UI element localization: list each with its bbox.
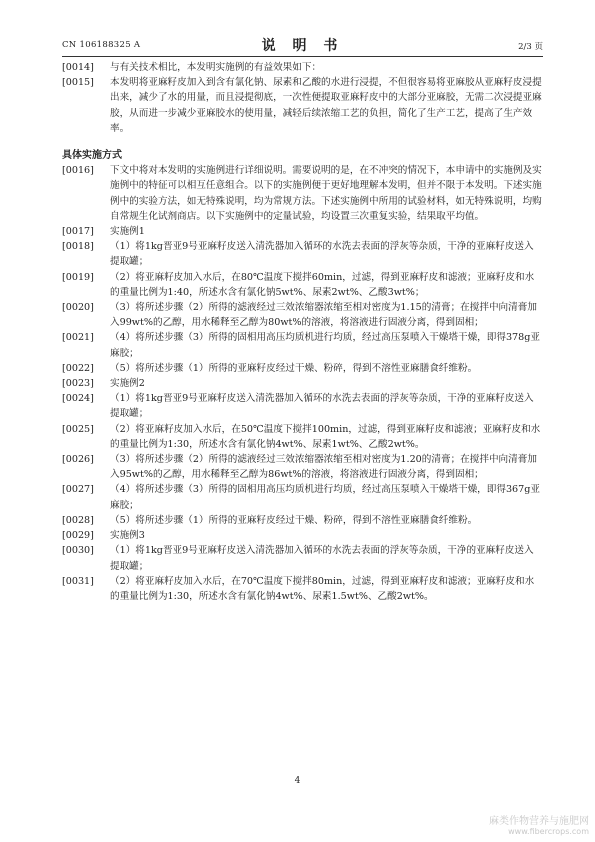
paragraph-text: （2）将亚麻籽皮加入水后，在70℃温度下搅拌80min，过滤，得到亚麻籽皮和滤液；亚麻籽皮和水的重量比例为1:30，所述水含有氯化钠4wt%、尿素1.5wt%、乙酸2wt%。	[110, 575, 535, 602]
paragraph-text: （4）将所述步骤（3）所得的固相用高压均质机进行均质，经过高压泵喷入干燥塔干燥，即得378g亚麻胶；	[110, 332, 541, 359]
paragraph-number: [0020]	[62, 302, 94, 314]
paragraph	[62, 452, 543, 482]
page-indicator: 2/3 页	[518, 42, 543, 52]
paragraph-text: （2）将亚麻籽皮加入水后，在80℃温度下搅拌60min，过滤，得到亚麻籽皮和滤液；亚麻籽皮和水的重量比例为1:40，所述水含有氯化钠5wt%、尿素2wt%、乙酸3wt%；	[110, 271, 535, 298]
paragraph	[62, 239, 543, 269]
paragraph-text: （3）将所述步骤（2）所得的滤液经过三效浓缩器浓缩至相对密度为1.15的清膏；在搅拌中向清膏加入99wt%的乙醇，用水稀释至乙醇为80wt%的溶液，将溶液进行固液分离，得到固相；	[110, 302, 537, 329]
paragraph-number: [0024]	[62, 393, 94, 405]
paragraph-text: （1）将1kg晋亚9号亚麻籽皮送入清洗器加入循环的水洗去表面的浮灰等杂质，干净的亚麻籽皮送入提取罐；	[110, 241, 534, 268]
paragraph-number: [0023]	[62, 378, 94, 390]
paragraph-number: [0031]	[62, 575, 94, 587]
paragraph-number: [0025]	[62, 423, 94, 435]
paragraph	[62, 163, 543, 224]
paragraph-text: 下文中将对本发明的实施例进行详细说明。需要说明的是，在不冲突的情况下，本申请中的实施例及实施例中的特征可以相互任意组合。以下的实施例便于更好地理解本发明，但并不限于本发明。下述实施例中的实验方法，如无特殊说明，均为常规方法。下述实施例中所用的试验材料，如无特殊说明，均购自常规生化试剂商店。以下实施例中的定量试验，均设置三次重复实验，结果取平均值。	[110, 165, 542, 222]
paragraph-text: 本发明将亚麻籽皮加入到含有氯化钠、尿素和乙酸的水进行浸提，不但很容易将亚麻胶从亚麻籽皮浸提出来，减少了水的用量，而且浸提彻底，一次性便提取亚麻籽皮中的大部分亚麻胶，无需二次浸提亚麻胶，从而进一步减少亚麻胶水的使用量，减轻后续浓缩工艺的负担，简化了生产工艺，提高了生产效率。	[110, 77, 542, 134]
paragraph-text: （5）将所述步骤（1）所得的亚麻籽皮经过干燥、粉碎，得到不溶性亚麻膳食纤维粉。	[110, 514, 478, 526]
paragraph	[62, 376, 543, 391]
page-header	[62, 34, 543, 56]
paragraph-number: [0030]	[62, 545, 94, 557]
paragraph-text: （5）将所述步骤（1）所得的亚麻籽皮经过干燥、粉碎，得到不溶性亚麻膳食纤维粉。	[110, 362, 478, 374]
document-body	[62, 60, 543, 604]
paragraph	[62, 60, 543, 75]
paragraph	[62, 482, 543, 512]
paragraph-text: （3）将所述步骤（2）所得的滤液经过三效浓缩器浓缩至相对密度为1.20的清膏；在搅拌中向清膏加入95wt%的乙醇，用水稀释至乙醇为86wt%的溶液，将溶液进行固液分离，得到固相；	[110, 454, 537, 481]
paragraph	[62, 528, 543, 543]
paragraph-text: （1）将1kg晋亚9号亚麻籽皮送入清洗器加入循环的水洗去表面的浮灰等杂质，干净的亚麻籽皮送入提取罐；	[110, 393, 534, 420]
paragraph-text: （4）将所述步骤（3）所得的固相用高压均质机进行均质，经过高压泵喷入干燥塔干燥，即得367g亚麻胶；	[110, 484, 541, 511]
paragraph-number: [0021]	[62, 332, 94, 344]
paragraph-number: [0016]	[62, 165, 94, 177]
document-title: 说 明 书	[261, 38, 344, 54]
watermark	[489, 812, 589, 836]
paragraph	[62, 270, 543, 300]
paragraph-text: （1）将1kg晋亚9号亚麻籽皮送入清洗器加入循环的水洗去表面的浮灰等杂质，干净的亚麻籽皮送入提取罐；	[110, 545, 534, 572]
paragraph	[62, 513, 543, 528]
paragraph	[62, 75, 543, 136]
paragraph	[62, 391, 543, 421]
paragraph-number: [0027]	[62, 484, 94, 496]
paragraph-number: [0028]	[62, 514, 94, 526]
paragraph	[62, 574, 543, 604]
paragraph-text: （2）将亚麻籽皮加入水后，在50℃温度下搅拌100min，过滤，得到亚麻籽皮和滤液；亚麻籽皮和水的重量比例为1:30，所述水含有氯化钠4wt%、尿素1wt%、乙酸2wt%。	[110, 423, 541, 450]
watermark-url: www.fibercrops.com	[508, 827, 589, 836]
paragraph-number: [0022]	[62, 362, 94, 374]
section-heading: 具体实施方式	[62, 150, 122, 162]
paragraph-number: [0026]	[62, 454, 94, 466]
paragraph-text: 实施例1	[110, 226, 145, 238]
paragraph-number: [0015]	[62, 77, 94, 89]
paragraph-number: [0018]	[62, 241, 94, 253]
paragraph-text: 实施例2	[110, 378, 145, 390]
page-number: 4	[294, 776, 301, 786]
paragraph-list	[62, 163, 543, 604]
paragraph-number: [0017]	[62, 226, 94, 238]
header-rule	[62, 56, 543, 57]
patent-number: CN 106188325 A	[62, 40, 141, 50]
paragraph-text: 实施例3	[110, 530, 145, 542]
watermark-title: 麻类作物营养与施肥网	[489, 816, 589, 827]
paragraph	[62, 300, 543, 330]
paragraph-number: [0019]	[62, 271, 94, 283]
paragraph-number: [0029]	[62, 530, 94, 542]
paragraph	[62, 543, 543, 573]
paragraph	[62, 422, 543, 452]
paragraph	[62, 361, 543, 376]
paragraph	[62, 330, 543, 360]
paragraph-number: [0014]	[62, 62, 94, 73]
paragraph	[62, 224, 543, 239]
paragraph-text: 与有关技术相比，本发明实施例的有益效果如下：	[110, 62, 322, 73]
